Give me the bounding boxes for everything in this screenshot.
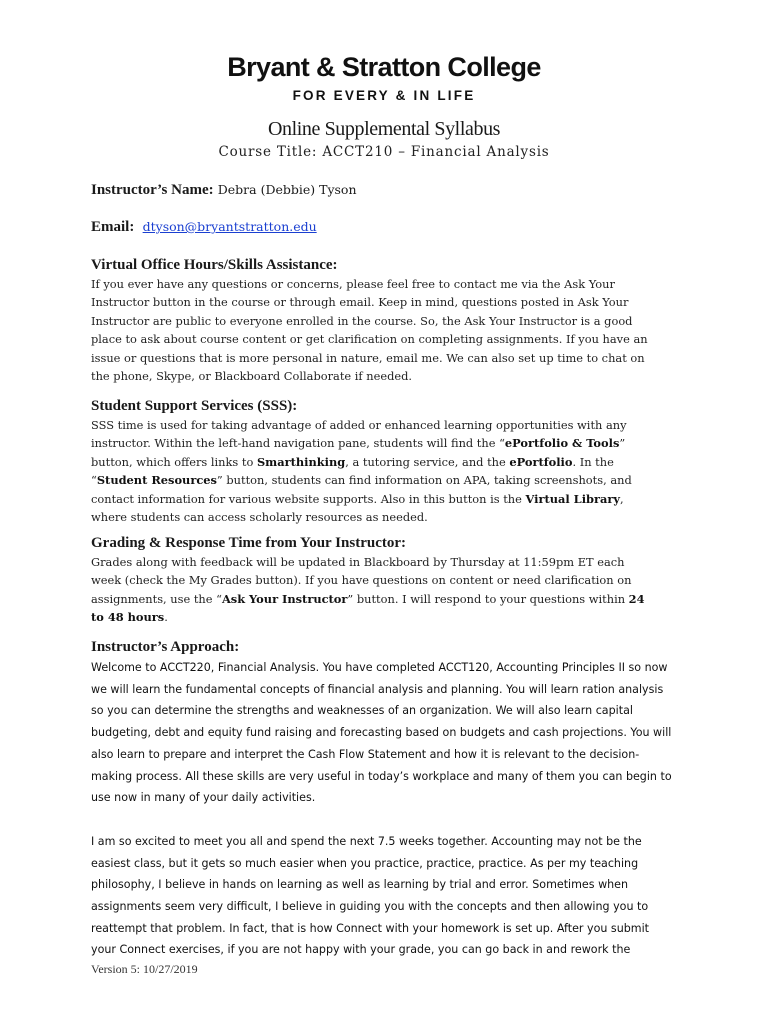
sss-line: instructor. Within the left-hand navigation pane, students will find the “ePortfolio & Tools”	[91, 436, 626, 451]
approach-line: we will learn the fundamental concepts of financial analysis and planning. You will learn ration analysis	[91, 682, 664, 696]
office-hours-heading: Virtual Office Hours/Skills Assistance:	[91, 257, 338, 273]
version-footer: Version 5: 10/27/2019	[91, 962, 198, 976]
office-hours-line: If you ever have any questions or concerns, please feel free to contact me via the Ask Your	[91, 277, 615, 291]
email-row	[91, 219, 317, 236]
sss-heading: Student Support Services (SSS):	[91, 398, 298, 414]
ask-your-instructor-text: Ask Your Instructor	[221, 591, 348, 606]
approach-line: budgeting, debt and equity fund raising and forecasting based on budgets and cash projections. You will	[91, 726, 672, 740]
grading-section	[91, 534, 691, 627]
approach-section	[91, 638, 711, 961]
eportfolio-text: ePortfolio	[509, 454, 573, 469]
grading-line: to 48 hours.	[91, 610, 168, 625]
approach-line: assignments seem very difficult, I believe in guiding you with the concepts and then allowing you to	[91, 900, 649, 914]
grading-line: week (check the My Grades button). If you have questions on content or need clarification on	[91, 573, 632, 588]
email-label: Email:	[91, 219, 135, 235]
eportfolio-tools-text: ePortfolio & Tools	[504, 436, 620, 451]
email-link[interactable]: dtyson@bryantstratton.edu	[142, 219, 317, 234]
office-hours-line: Instructor button in the course or through email. Keep in mind, questions posted in Ask Your	[91, 295, 629, 310]
instructor-name-label: Instructor’s Name:	[91, 182, 214, 198]
office-hours-line: the phone, Skype, or Blackboard Collaborate if needed.	[91, 369, 413, 384]
approach-heading: Instructor’s Approach:	[91, 639, 240, 655]
approach-line: making process. All these skills are very useful in today’s workplace and many of them you can begin to	[91, 769, 672, 783]
approach-line: philosophy, I believe in hands on learning as well as learning by trial and error. Sometimes when	[91, 878, 629, 892]
office-hours-line: issue or questions that is more personal in nature, email me. We can also set up time to chat on	[91, 350, 645, 365]
sss-line: SSS time is used for taking advantage of added or enhanced learning opportunities with any	[91, 418, 627, 432]
sss-line: contact information for various website supports. Also in this button is the Virtual Library,	[91, 491, 624, 506]
sss-line: button, which offers links to Smarthinking, a tutoring service, and the ePortfolio. In the	[91, 454, 614, 469]
grading-line: Grades along with feedback will be updated in Blackboard by Thursday at 11:59pm ET each	[91, 555, 625, 569]
course-title: Course Title: ACCT210 – Financial Analysis	[218, 144, 550, 160]
grading-line: assignments, use the “Ask Your Instructor” button. I will respond to your questions within 24	[91, 591, 645, 606]
document-title: Online Supplemental Syllabus	[267, 118, 501, 140]
approach-line: also learn to prepare and interpret the Cash Flow Statement and how it is relevant to the decision-	[91, 747, 640, 761]
response-time-text: to 48 hours	[91, 610, 165, 625]
college-name: Bryant & Stratton College	[227, 52, 541, 82]
smarthinking-text: Smarthinking	[256, 454, 346, 469]
approach-line: I am so excited to meet you all and spend the next 7.5 weeks together. Accounting may not be the	[91, 834, 642, 848]
approach-line: reattempt that problem. In fact, that is how Connect with your homework is set up. After you submit	[91, 921, 650, 935]
office-hours-section	[91, 256, 691, 385]
approach-line: Welcome to ACCT220, Financial Analysis. You have completed ACCT120, Accounting Principles II so now	[91, 661, 668, 674]
office-hours-line: Instructor are public to everyone enrolled in the course. So, the Ask Your Instructor is a good	[91, 313, 633, 328]
instructor-name-row	[91, 182, 357, 199]
virtual-library-text: Virtual Library	[525, 491, 620, 506]
approach-line: your Connect exercises, if you are not happy with your grade, you can go back in and rework the	[91, 943, 631, 957]
grading-heading: Grading & Response Time from Your Instructor:	[91, 535, 406, 551]
college-tagline: FOR EVERY & IN LIFE	[292, 88, 476, 103]
approach-line: easiest class, but it gets so much easier when you practice, practice, practice. As per my teaching	[91, 856, 639, 870]
approach-line: so you can determine the strengths and weaknesses of an organization. We will also learn capital	[91, 704, 633, 718]
sss-line: where students can access scholarly resources as needed.	[91, 510, 428, 525]
instructor-name-value: Debra (Debbie) Tyson	[217, 182, 357, 197]
approach-line: use now in many of your daily activities.	[91, 791, 316, 805]
student-resources-text: Student Resources	[96, 473, 217, 488]
sss-section	[91, 397, 691, 526]
college-logo	[0, 52, 768, 104]
sss-line: “Student Resources” button, students can find information on APA, taking screenshots, and	[91, 473, 632, 488]
office-hours-line: place to ask about course content or get clarification on completing assignments. If you have an	[91, 332, 648, 347]
